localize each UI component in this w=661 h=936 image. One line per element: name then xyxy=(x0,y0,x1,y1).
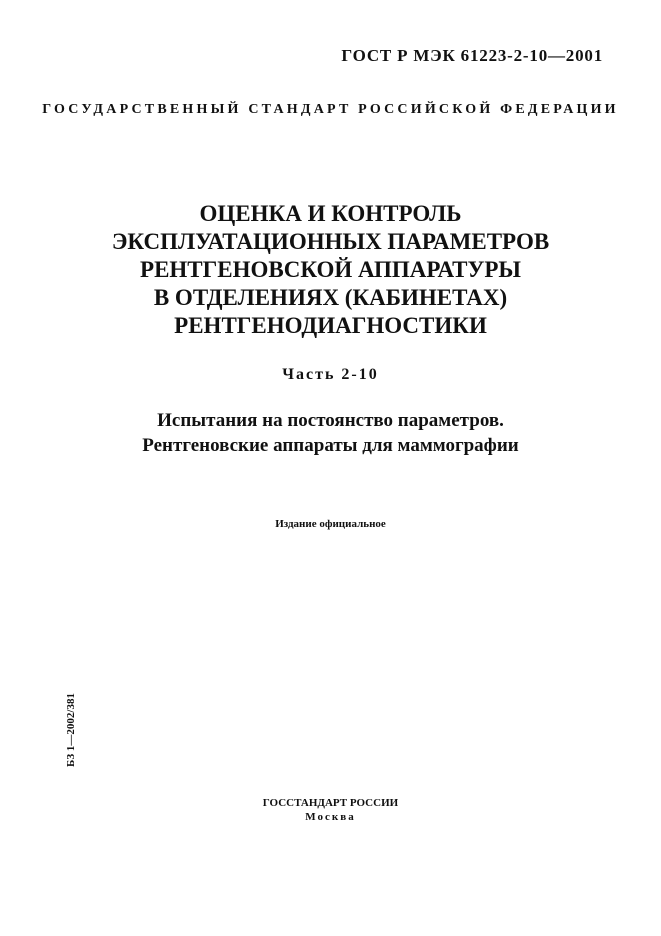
side-code xyxy=(65,690,77,770)
title-line: РЕНТГЕНОДИАГНОСТИКИ xyxy=(174,313,487,338)
title-line: ЭКСПЛУАТАЦИОННЫХ ПАРАМЕТРОВ xyxy=(111,229,550,254)
title-line: РЕНТГЕНОВСКОЙ АППАРАТУРЫ xyxy=(140,257,521,282)
title-line: ОЦЕНКА И КОНТРОЛЬ xyxy=(199,201,462,226)
main-title xyxy=(0,200,661,340)
edition-note: Издание официальное xyxy=(275,518,386,530)
subtitle-line: Испытания на постоянство параметров. xyxy=(157,410,504,431)
subtitle-line: Рентгеновские аппараты для маммографии xyxy=(142,435,519,456)
title-line: В ОТДЕЛЕНИЯХ (КАБИНЕТАХ) xyxy=(153,285,508,310)
part-label: Часть 2-10 xyxy=(282,366,379,383)
state-standard-heading: ГОСУДАРСТВЕННЫЙ СТАНДАРТ РОССИЙСКОЙ ФЕДЕРАЦИИ xyxy=(42,102,619,117)
side-code-text: БЗ 1—2002/381 xyxy=(65,693,77,767)
publisher-block xyxy=(0,796,661,824)
standard-designation: ГОСТ Р МЭК 61223-2-10—2001 xyxy=(341,46,603,65)
publisher-city: Москва xyxy=(305,811,356,823)
subtitle xyxy=(0,408,661,458)
publisher-org: ГОССТАНДАРТ РОССИИ xyxy=(262,797,399,809)
